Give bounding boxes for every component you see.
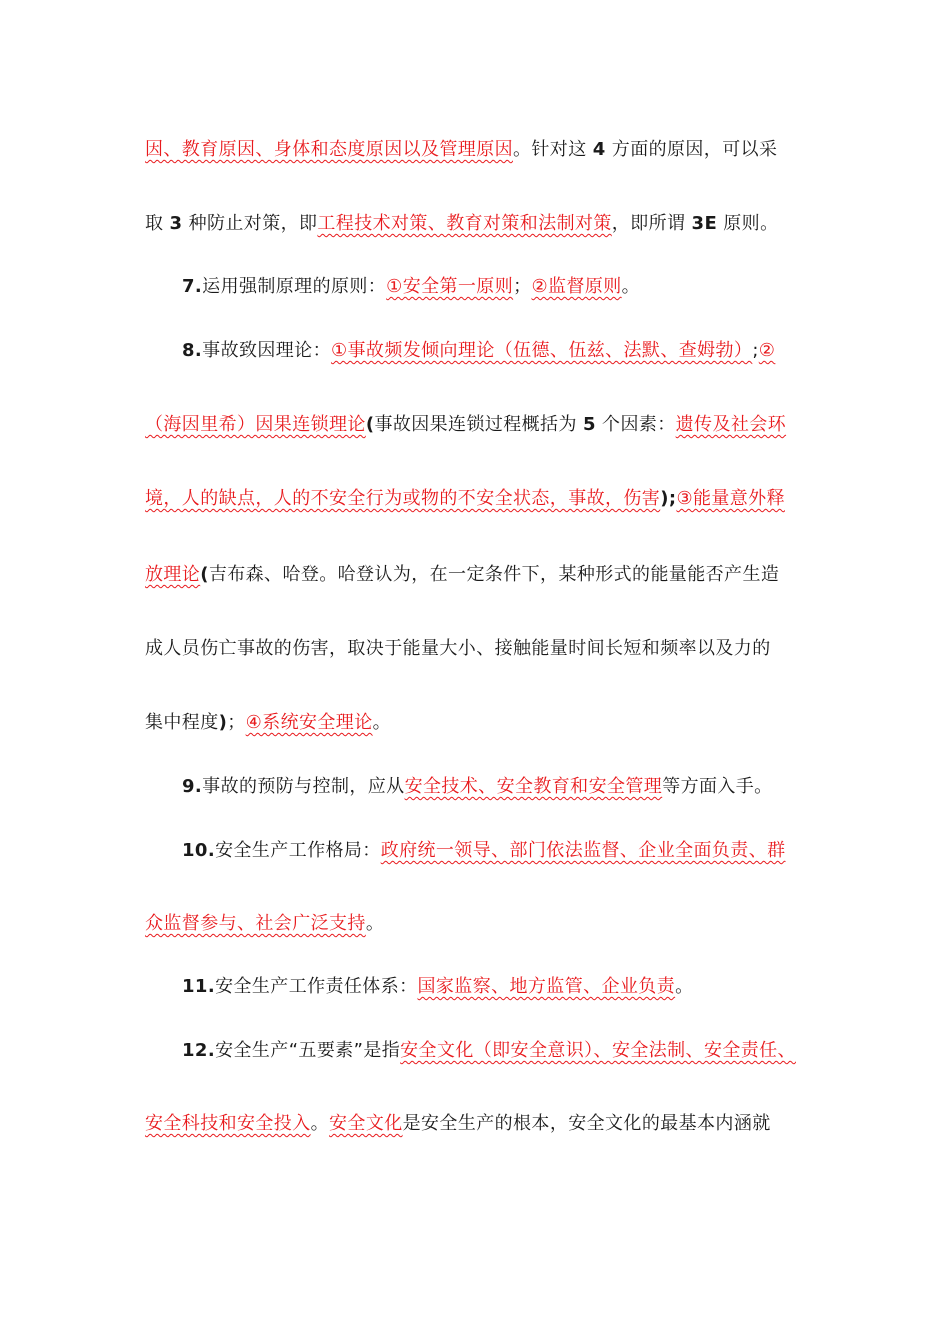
text-segment: 等方面入手。 <box>662 776 773 797</box>
text-segment: 10. <box>182 840 216 861</box>
text-segment: 成人员伤亡事故的伤害，取决于能量大小、接触能量时间长短和频率以及力的 <box>145 638 771 659</box>
text-line <box>145 210 778 238</box>
text-segment: 事故致因理论： <box>202 340 331 361</box>
text-line <box>182 273 640 301</box>
text-line <box>145 411 786 439</box>
highlighted-term: 境，人的缺点，人的不安全行为或物的不安全状态，事故，伤害 <box>145 488 661 509</box>
text-segment: 取 <box>145 213 170 234</box>
highlighted-term: ② <box>758 340 776 361</box>
text-line <box>182 973 694 1001</box>
highlighted-term: 安全文化（即安全意识）、安全法制、安全责任、 <box>400 1040 796 1061</box>
text-line <box>182 773 773 801</box>
text-segment: ( <box>365 414 375 435</box>
text-segment: 原则。 <box>717 213 779 234</box>
highlighted-term: 国家监察、地方监管、企业负责 <box>417 976 676 997</box>
highlighted-term: ④系统安全理论 <box>245 712 373 733</box>
highlighted-term: 工程技术对策、教育对策和法制对策 <box>317 213 612 234</box>
text-line <box>145 561 779 589</box>
text-segment: ( <box>200 564 209 585</box>
text-segment: 种防止对策，即 <box>182 213 318 234</box>
text-segment: 运用强制原理的原则： <box>202 276 387 297</box>
text-segment: 5 <box>582 414 596 435</box>
highlighted-term: 安全文化 <box>329 1113 403 1134</box>
text-segment: 。 <box>365 913 385 934</box>
text-segment: 。 <box>621 276 641 297</box>
text-segment: 安全生产“五要素”是指 <box>215 1040 401 1061</box>
text-line <box>182 337 775 365</box>
text-segment: 事故因果连锁过程概括为 <box>374 414 583 435</box>
highlighted-term: 放理论 <box>145 564 201 585</box>
text-segment: ； <box>227 712 246 733</box>
highlighted-term: 遗传及社会环 <box>675 414 787 435</box>
text-segment: 个因素： <box>595 414 676 435</box>
text-line <box>145 485 785 513</box>
highlighted-term: 因、教育原因、身体和态度原因以及管理原因 <box>145 139 513 160</box>
highlighted-term: ③能量意外释 <box>676 488 785 509</box>
highlighted-term: 安全技术、安全教育和安全管理 <box>404 776 663 797</box>
text-segment: ； <box>513 276 532 297</box>
text-segment: 9. <box>182 776 203 797</box>
text-line <box>145 709 391 737</box>
text-segment: 8. <box>182 340 203 361</box>
text-line <box>145 136 777 164</box>
text-segment: 3E <box>691 213 718 234</box>
text-segment: 安全生产工作责任体系： <box>215 976 418 997</box>
text-segment: 吉布森、哈登。哈登认为，在一定条件下，某种形式的能量能否产生造 <box>208 564 780 585</box>
highlighted-term: ②监督原则 <box>531 276 622 297</box>
text-segment: 4 <box>592 139 606 160</box>
text-segment: 事故的预防与控制，应从 <box>202 776 405 797</box>
text-segment: ) <box>218 712 228 733</box>
text-segment: ; <box>752 340 759 361</box>
text-line <box>182 837 786 865</box>
text-segment: 方面的原因，可以采 <box>605 139 778 160</box>
highlighted-term: 安全科技和安全投入 <box>145 1113 311 1134</box>
text-segment: 是安全生产的根本，安全文化的最基本内涵就 <box>402 1113 771 1134</box>
text-segment: 集中程度 <box>145 712 219 733</box>
text-segment: 。针对这 <box>513 139 593 160</box>
text-segment: 11. <box>182 976 216 997</box>
text-segment: 安全生产工作格局： <box>215 840 381 861</box>
text-line <box>145 635 771 663</box>
text-segment: 。 <box>372 712 391 733</box>
highlighted-term: 政府统一领导、部门依法监督、企业全面负责、群 <box>380 840 786 861</box>
text-line <box>145 910 384 938</box>
highlighted-term: 众监督参与、社会广泛支持 <box>145 913 366 934</box>
text-segment: ); <box>660 488 677 509</box>
highlighted-term: （海因里希）因果连锁理论 <box>145 414 366 435</box>
text-segment: 。 <box>310 1113 330 1134</box>
text-segment: 3 <box>169 213 183 234</box>
highlighted-term: ①安全第一原则 <box>386 276 514 297</box>
text-line <box>182 1037 796 1065</box>
text-segment: ，即所谓 <box>611 213 692 234</box>
text-line <box>145 1110 771 1138</box>
highlighted-term: ①事故频发倾向理论（伍德、伍兹、法默、查姆勃） <box>330 340 753 361</box>
text-segment: 。 <box>675 976 694 997</box>
text-segment: 7. <box>182 276 203 297</box>
text-segment: 12. <box>182 1040 216 1061</box>
